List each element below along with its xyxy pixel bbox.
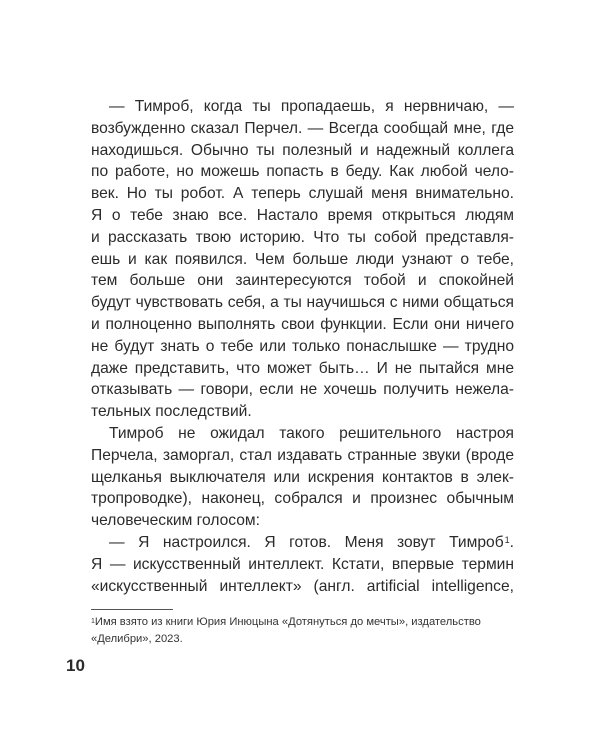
footnote-line — [91, 614, 514, 631]
text-line: век. Но ты робот. А теперь слушай меня внимательно. — [91, 185, 514, 203]
text-line: Я — искусственный интеллект. Кстати, впервые термин — [91, 555, 514, 573]
line-text: — Я настроился. Я готов. Меня зовут Тимроб — [109, 533, 504, 551]
text-line: Перчела, заморгал, стал издавать странные звуки (вроде — [91, 446, 514, 464]
text-line: тем больше они заинтересуются тобой и спокойней — [91, 272, 514, 290]
text-line: будут чувствовать себя, а ты научишься с ними общаться — [91, 294, 514, 312]
text-line: «искусственный интеллект» (англ. artificial intelligence, — [91, 577, 514, 595]
text-line: — Тимроб, когда ты пропадаешь, я нервничаю, — — [109, 98, 514, 115]
text-line: тельных последствий. — [91, 403, 252, 421]
footnote-reference: 1 — [504, 534, 510, 545]
text-line: и полноценно выполнять свои функции. Если они ничего — [91, 315, 514, 333]
text-line: ешь и как появился. Чем больше люди узнают о тебе, — [91, 250, 514, 268]
paragraph-start-line-with-footnote — [91, 532, 514, 554]
text-line: и рассказать твою историю. Что ты собой представля- — [91, 228, 514, 246]
text-line: человеческим голосом: — [91, 512, 260, 530]
text-line: даже представить, что может быть… И не пытайся мне — [91, 359, 514, 377]
body-text — [91, 96, 514, 597]
footnote — [91, 614, 514, 648]
text-line: не будут знать о тебе или только понаслышке — трудно — [91, 337, 514, 355]
footnote-text: Имя взято из книги Юрия Инюцына «Дотянуться до мечты», издательство — [94, 616, 481, 628]
text-line: отказывать — говори, если не хочешь получить нежела- — [91, 381, 514, 399]
text-line: возбужденно сказал Перчел. — Всегда сообщай мне, где — [91, 119, 514, 137]
text-line: находишься. Обычно ты полезный и надежный коллега — [91, 141, 514, 159]
text-line: тропроводке), наконец, собрался и произнес обычным — [91, 490, 514, 508]
page-number: 10 — [66, 656, 85, 675]
text-line: щелканья выключателя или искрения контактов в элек- — [91, 468, 514, 486]
trailing-period: . — [509, 533, 514, 551]
footnote-divider — [91, 609, 173, 610]
footnote-marker: 1 — [91, 618, 95, 625]
paragraph-start-line: Тимроб не ожидал такого решительного настроя — [109, 424, 514, 442]
footnote-line: «Делибри», 2023. — [91, 633, 183, 645]
text-line: Я о тебе знаю все. Настало время открыться людям — [91, 206, 514, 224]
text-line: по работе, но можешь попасть в беду. Как любой чело- — [91, 163, 514, 181]
